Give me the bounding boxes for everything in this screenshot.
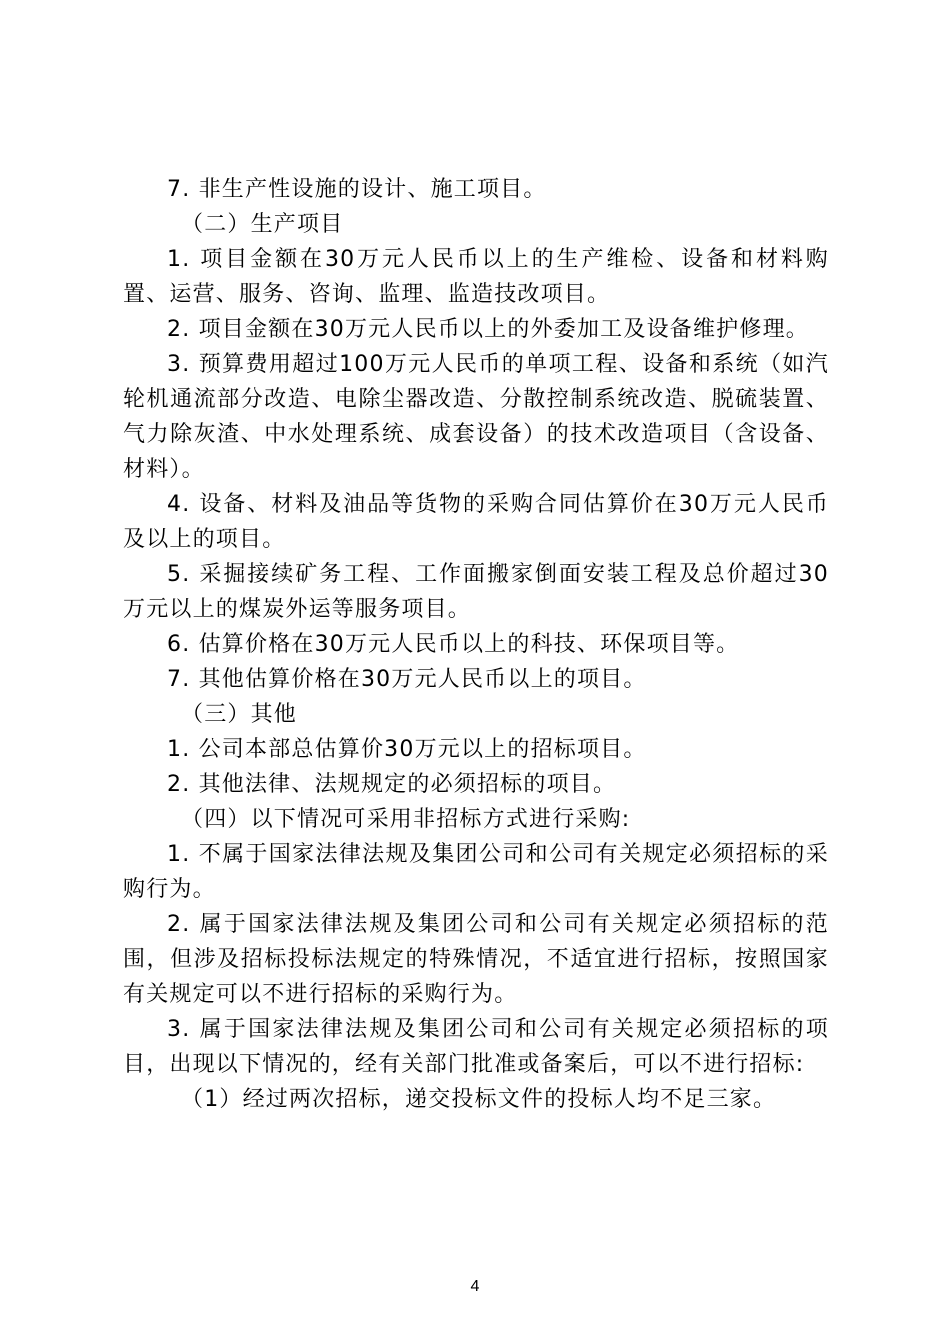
document-body [123,172,829,1117]
paragraph-item-7-nonproduction: 7. 非生产性设施的设计、施工项目。 [167,177,547,202]
paragraph-item-7: 7. 其他估算价格在30万元人民币以上的项目。 [167,667,647,692]
section-heading-non-tender: （四）以下情况可采用非招标方式进行采购: [181,807,631,832]
paragraph-item-4: 4. 设备、材料及油品等货物的采购合同估算价在30万元人民币及以上的项目。 [123,492,829,552]
paragraph-item-6: 6. 估算价格在30万元人民币以上的科技、环保项目等。 [167,632,740,657]
page-number: 4 [470,1278,480,1295]
paragraph-non-tender-item-3: 3. 属于国家法律法规及集团公司和公司有关规定必须招标的项目，出现以下情况的，经有关部门批准或备案后，可以不进行招标: [123,1017,829,1077]
paragraph-subitem-1: （1）经过两次招标，递交投标文件的投标人均不足三家。 [181,1087,777,1112]
paragraph-other-item-1: 1. 公司本部总估算价30万元以上的招标项目。 [167,737,647,762]
section-heading-other: （三）其他 [181,702,298,727]
paragraph-other-item-2: 2. 其他法律、法规规定的必须招标的项目。 [167,772,617,797]
paragraph-item-2: 2. 项目金额在30万元人民币以上的外委加工及设备维护修理。 [167,317,809,342]
paragraph-item-1: 1. 项目金额在30万元人民币以上的生产维检、设备和材料购置、运营、服务、咨询、监理、监造技改项目。 [123,247,829,307]
section-heading-production: （二）生产项目 [181,212,344,237]
paragraph-item-3: 3. 预算费用超过100万元人民币的单项工程、设备和系统（如汽轮机通流部分改造、电除尘器改造、分散控制系统改造、脱硫装置、气力除灰渣、中水处理系统、成套设备）的技术改造项目（含设备、材料）。 [123,352,829,482]
paragraph-non-tender-item-1: 1. 不属于国家法律法规及集团公司和公司有关规定必须招标的采购行为。 [123,842,829,902]
paragraph-non-tender-item-2: 2. 属于国家法律法规及集团公司和公司有关规定必须招标的范围，但涉及招标投标法规定的特殊情况，不适宜进行招标，按照国家有关规定可以不进行招标的采购行为。 [123,912,829,1007]
paragraph-item-5: 5. 采掘接续矿务工程、工作面搬家倒面安装工程及总价超过30万元以上的煤炭外运等服务项目。 [123,562,829,622]
